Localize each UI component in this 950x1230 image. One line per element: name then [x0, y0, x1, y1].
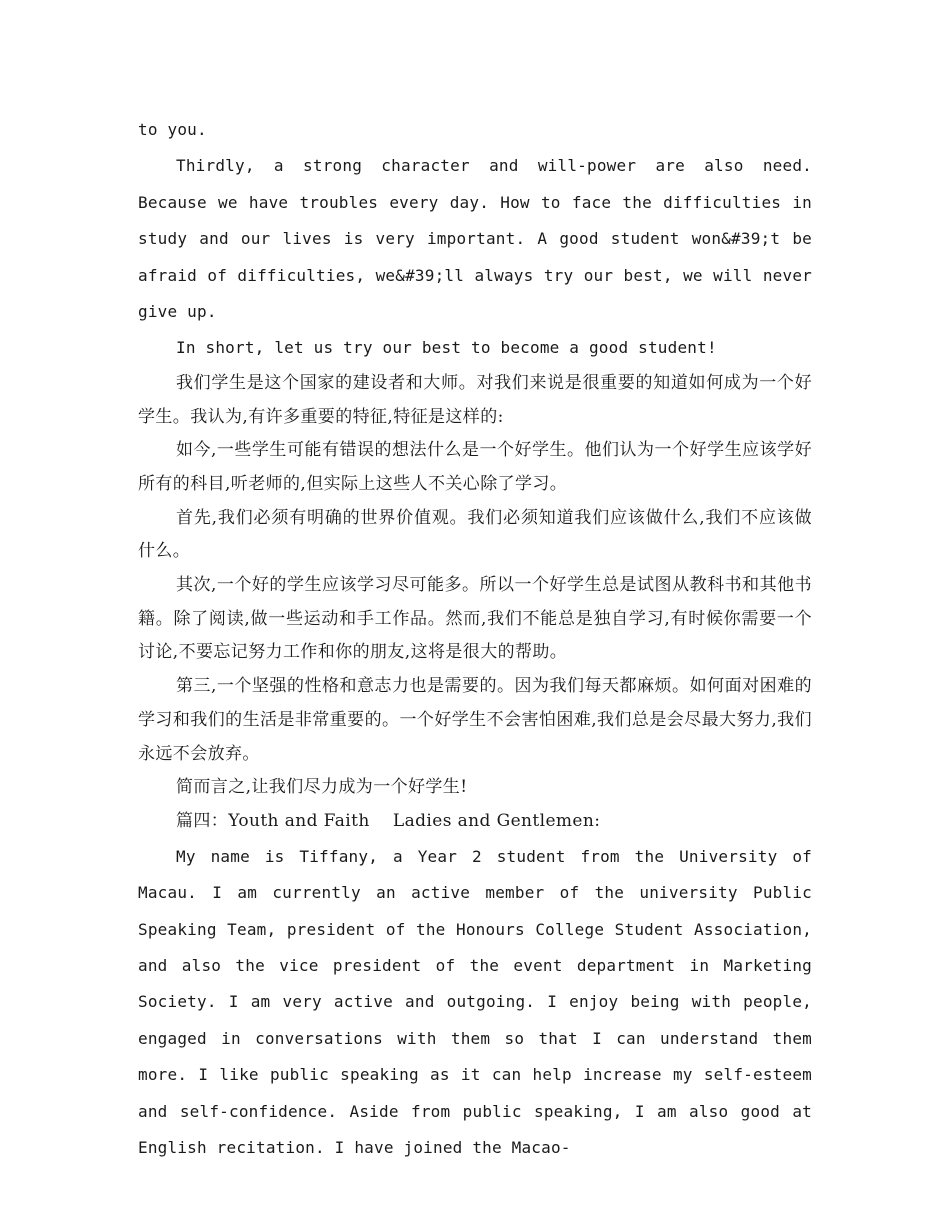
paragraph-nowadays-zh: 如今,一些学生可能有错误的想法什么是一个好学生。他们认为一个好学生应该学好所有的科目,听老师的,但实际上这些人不关心除了学习。: [138, 440, 812, 494]
paragraph-continuation: to you.: [138, 120, 207, 139]
paragraph-in-short-en: In short, let us try our best to become a good student!: [176, 338, 717, 358]
paragraph-first-zh: 首先,我们必须有明确的世界价值观。我们必须知道我们应该做什么,我们不应该做什么。: [138, 507, 812, 562]
document-body: [138, 112, 812, 1166]
paragraph-intro-zh: 我们学生是这个国家的建设者和大师。对我们来说是很重要的知道如何成为一个好学生。我认为,有许多重要的特征,特征是这样的:: [138, 372, 812, 427]
paragraph-in-short-zh: 简而言之,让我们尽力成为一个好学生!: [176, 777, 468, 798]
paragraph-third-zh: 第三,一个坚强的性格和意志力也是需要的。因为我们每天都麻烦。如何面对困难的学习和我们的生活是非常重要的。一个好学生不会害怕困难,我们总是会尽最大努力,我们永远不会放弃。: [138, 676, 812, 764]
paragraph-thirdly-en: Thirdly, a strong character and will-power are also need. Because we have troubles every day. How to face the difficulties in study and our lives is very important. A good student won&#39;t be afraid of difficulties, we&#39;ll always try our best, we will never give up.: [138, 156, 812, 322]
section-heading-youth-and-faith: 篇四：Youth and Faith Ladies and Gentlemen:: [176, 810, 601, 831]
paragraph-second-zh: 其次,一个好的学生应该学习尽可能多。所以一个好学生总是试图从教科书和其他书籍。除了阅读,做一些运动和手工作品。然而,我们不能总是独自学习,有时候你需要一个讨论,不要忘记努力工作和你的朋友,这将是很大的帮助。: [138, 575, 812, 663]
paragraph-speech-intro-en: My name is Tiffany, a Year 2 student from the University of Macau. I am currently an active member of the university Public Speaking Team, president of the Honours College Student Association, and also the vice president of the event department in Marketing Society. I am very active and outgoing. I enjoy being with people, engaged in conversations with them so that I can understand them more. I like public speaking as it can help increase my self-esteem and self-confidence. Aside from public speaking, I am also good at English recitation. I have joined the Macao-: [138, 846, 812, 1157]
